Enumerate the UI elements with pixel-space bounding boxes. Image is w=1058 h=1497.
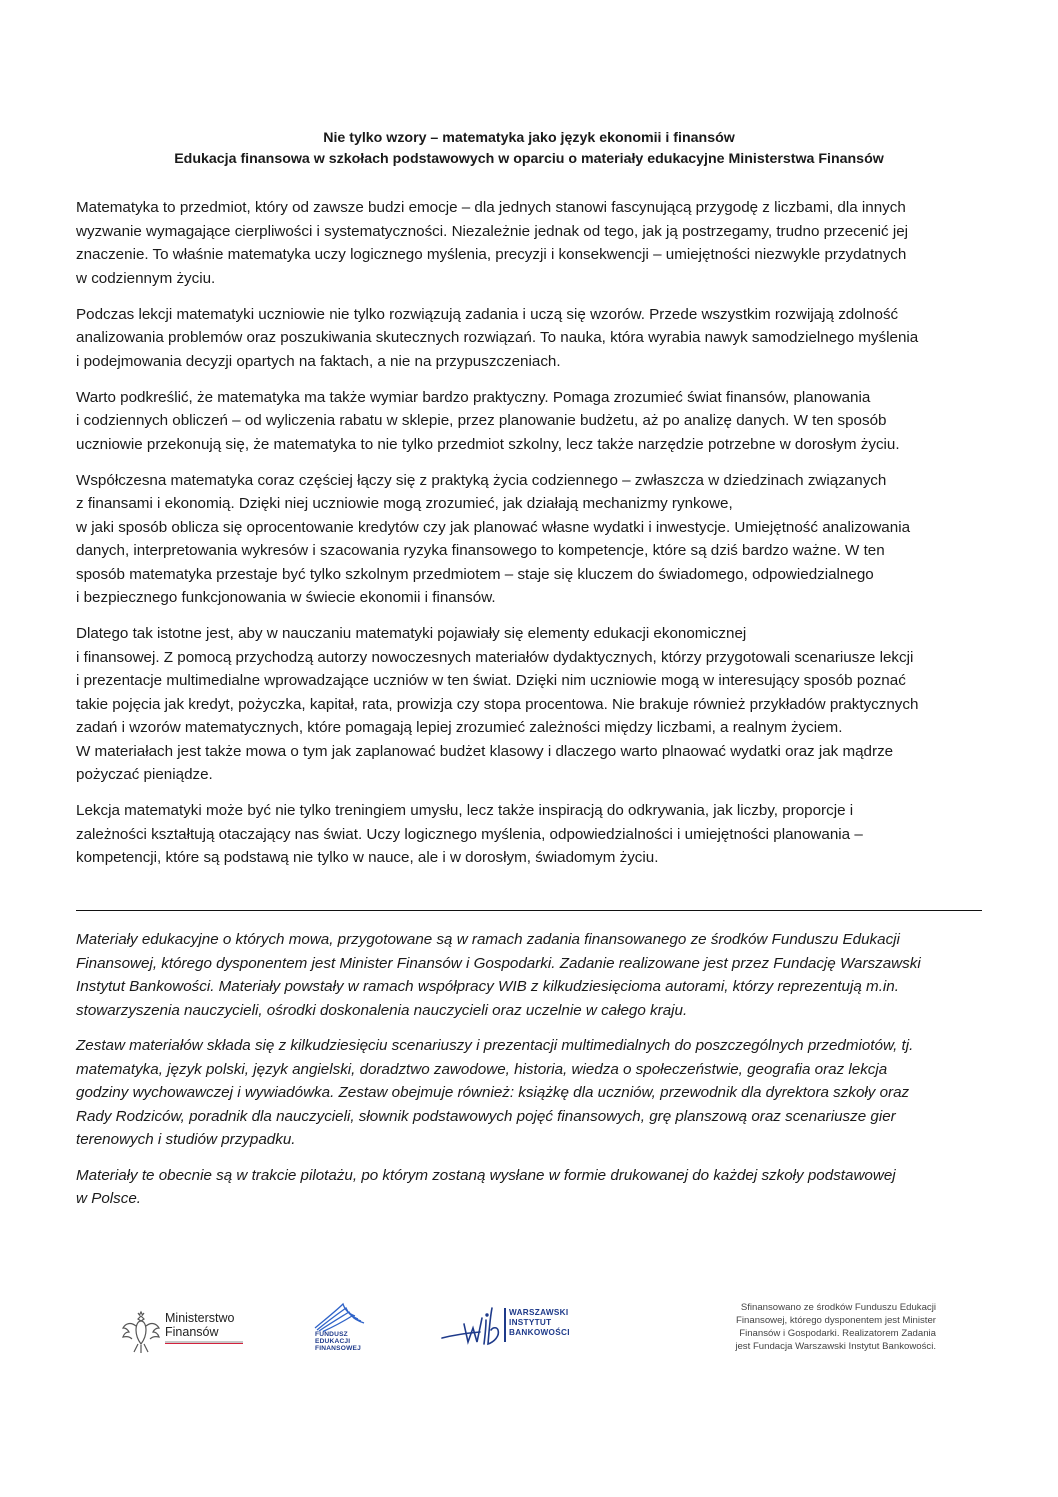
footnote-paragraph-line: stowarzyszenia nauczycieli, ośrodki doskonalenia nauczycieli oraz uczelnie w całego kraju. — [76, 1001, 688, 1019]
fund-financial-education-logo — [309, 1300, 379, 1356]
paragraph — [76, 303, 986, 374]
fund-name-line1: FUNDUSZ — [315, 1331, 348, 1338]
paragraph-line: znaczenie. To właśnie matematyka uczy logicznego myślenia, precyzji i konsekwencji – umiejętności niezwykle przydatnych — [76, 246, 907, 263]
document-title-block — [76, 128, 982, 170]
paragraph-line: Matematyka to przedmiot, który od zawsze budzi emocje – dla jednych stanowi fascynującą przygodę z liczbami, dla innych — [76, 199, 906, 216]
footnote-paragraph-line: godziny wychowawczej i wywiadówka. Zestaw obejmuje również: książkę dla uczniów, przewodnik dla dyrektora szkoły oraz — [76, 1084, 910, 1101]
paragraph-line: i podejmowania decyzji opartych na faktach, a nie na przypuszczeniach. — [76, 352, 561, 370]
footnote-paragraph-line: Materiały edukacyjne o których mowa, przygotowane są w ramach zadania finansowanego ze środków Funduszu Edukacji — [76, 931, 900, 948]
paragraph-line: danych, interpretowania wykresów i szacowania ryzyka finansowego to kompetencje, które są dziś bardzo ważne. W ten — [76, 542, 885, 559]
paragraph — [76, 622, 986, 787]
ministry-of-finance-logo — [121, 1310, 243, 1356]
paragraph-line: pożyczać pieniądze. — [76, 766, 213, 783]
ministry-name — [165, 1312, 234, 1339]
paragraph-line: kompetencji, które są podstawą nie tylko w nauce, ale i w dorosłym, świadomym życiu. — [76, 849, 659, 866]
wib-name-line1: WARSZAWSKI — [509, 1308, 569, 1317]
fund-name-line3: FINANSOWEJ — [315, 1345, 361, 1353]
paragraph-line: w codziennym życiu. — [76, 269, 216, 287]
paragraph — [76, 386, 986, 457]
section-divider — [76, 910, 982, 911]
paragraph-line: i prezentacje multimedialne wprowadzające uczniów w ten świat. Dzięki nim uczniowie mogą w interesujący sposób poznać — [76, 672, 906, 689]
footnote-paragraph — [76, 1164, 986, 1211]
fund-name — [315, 1331, 361, 1353]
wib-name-line3: BANKOWOŚCI — [509, 1328, 570, 1337]
paragraph-line: wyzwanie wymagające cierpliwości i systematyczności. Niezależnie jednak od tego, jak ją postrzegamy, trudno przecenić jej — [76, 222, 909, 240]
ministry-name-line2: Finansów — [165, 1324, 219, 1339]
fund-name-line2: EDUKACJI — [315, 1338, 351, 1346]
funding-note-line: Sfinansowano ze środków Funduszu Edukacji — [740, 1302, 936, 1313]
document-subtitle: Edukacja finansowa w szkołach podstawowych w oparciu o materiały edukacyjne Ministerstwa Finansów — [174, 151, 884, 167]
paragraph-line: w jaki sposób oblicza się oprocentowanie kredytów czy jak planować własne wydatki i inwestycje. Umiejętność analizowania — [76, 518, 911, 536]
paragraph-line: Dlatego tak istotne jest, aby w nauczaniu matematyki pojawiały się elementy edukacji ekonomicznej — [76, 625, 747, 642]
paragraph-line: zależności kształtują otaczający nas świat. Uczy logicznego myślenia, odpowiedzialności i umiejętności planowania – — [76, 825, 863, 843]
paragraph-line: analizowania problemów oraz poszukiwania skutecznych rozwiązań. To nauka, która wyrabia nawyk samodzielnego myślenia — [76, 329, 919, 346]
flag-bar — [165, 1341, 243, 1344]
paragraph — [76, 799, 986, 870]
wib-logo — [440, 1302, 590, 1354]
paragraph-line: W materiałach jest także mowa o tym jak zaplanować budżet klasowy i dlaczego warto plnaować wydatki oraz jak mądrze — [76, 742, 894, 760]
footnote-paragraph-line: w Polsce. — [76, 1190, 141, 1207]
paragraph-line: sposób matematyka przestaje być tylko szkolnym przedmiotem – staje się kluczem do świadomego, odpowiedzialnego — [76, 565, 874, 583]
footnote-paragraph-line: terenowych i studiów przypadku. — [76, 1131, 296, 1148]
paragraph-line: i bezpiecznego funkcjonowania w świecie ekonomii i finansów. — [76, 589, 496, 606]
paragraph-line: Warto podkreślić, że matematyka ma także wymiar bardzo praktyczny. Pomaga zrozumieć świat finansów, planowania — [76, 388, 871, 406]
footnote-paragraph — [76, 1034, 986, 1152]
footnote-paragraph-line: Finansowej, którego dysponentem jest Minister Finansów i Gospodarki. Zadanie realizowane jest przez Fundację Warszawski — [76, 954, 921, 972]
footnote-paragraph — [76, 928, 986, 1022]
wib-name — [509, 1308, 570, 1338]
footnote-paragraph-line: Materiały te obecnie są w trakcie pilotażu, po którym zostaną wysłane w formie drukowanej do każdej szkoły podstawowej — [76, 1166, 896, 1184]
wib-name-line2: INSTYTUT — [509, 1318, 552, 1327]
funding-note-line: Finansowej, którego dysponentem jest Minister — [736, 1315, 936, 1326]
funding-note — [686, 1301, 936, 1353]
document-title: Nie tylko wzory – matematyka jako język ekonomii i finansów — [323, 130, 735, 146]
footnote-paragraph-line: Rady Rodziców, poradnik dla nauczycieli, słownik podstawowych pojęć finansowych, grę planszową oraz scenariusze gier — [76, 1107, 896, 1125]
paragraph-line: i finansowej. Z pomocą przychodzą autorzy nowoczesnych materiałów dydaktycznych, którzy przygotowali scenariusze lekcji — [76, 648, 914, 666]
footnotes-block — [76, 928, 986, 1223]
wave-icon — [309, 1300, 379, 1332]
paragraph-line: z finansami i ekonomią. Dzięki niej uczniowie mogą zrozumieć, jak działają mechanizmy rynkowe, — [76, 495, 733, 512]
ministry-name-line1: Ministerstwo — [165, 1311, 235, 1325]
wib-divider — [504, 1308, 506, 1342]
footnote-paragraph-line: Zestaw materiałów składa się z kilkudziesięciu scenariuszy i prezentacji multimedialnych do poszczególnych przedmiotów, tj. — [76, 1037, 914, 1054]
wib-signature-icon — [440, 1302, 504, 1352]
paragraph-line: Podczas lekcji matematyki uczniowie nie tylko rozwiązują zadania i uczą się wzorów. Przede wszystkim rozwijają zdolność — [76, 305, 899, 323]
paragraph-line: Lekcja matematyki może być nie tylko treningiem umysłu, lecz także inspiracją do odkrywania, jak liczby, proporcje i — [76, 802, 854, 819]
paragraph-line: zadań i wzorów matematycznych, które pomagają lepiej zrozumieć zależności między liczbami, a realnym życiem. — [76, 719, 843, 736]
eagle-emblem-icon — [121, 1310, 161, 1356]
funding-note-line: Finansów i Gospodarki. Realizatorem Zadania — [739, 1328, 936, 1339]
paragraph-line: i codziennych obliczeń – od wyliczenia rabatu w sklepie, przez planowanie budżetu, aż po analizę danych. W ten sposób — [76, 412, 887, 429]
paragraph-line: takie pojęcia jak kredyt, pożyczka, kapitał, rata, prowizja czy stopa procentowa. Nie brakuje również przykładów praktycznych — [76, 695, 919, 713]
paragraph — [76, 469, 986, 610]
funding-note-line: jest Fundacja Warszawski Instytut Bankowości. — [735, 1341, 936, 1352]
paragraph — [76, 196, 986, 290]
footnote-paragraph-line: Instytut Bankowości. Materiały powstały w ramach współpracy WIB z kilkudziesięcioma autorami, którzy reprezentują m.in. — [76, 978, 899, 995]
paragraph-line: Współczesna matematyka coraz częściej łączy się z praktyką życia codziennego – zwłaszcza w dziedzinach związanych — [76, 471, 887, 489]
footnote-paragraph-line: matematyka, język polski, język angielski, doradztwo zawodowe, historia, wiedza o społeczeństwie, geografia oraz lekcja — [76, 1060, 888, 1078]
paragraph-line: uczniowie przekonują się, że matematyka to nie tylko przedmiot szkolny, lecz także narzędzie potrzebne w dorosłym życiu. — [76, 435, 900, 453]
article-body — [76, 196, 986, 882]
